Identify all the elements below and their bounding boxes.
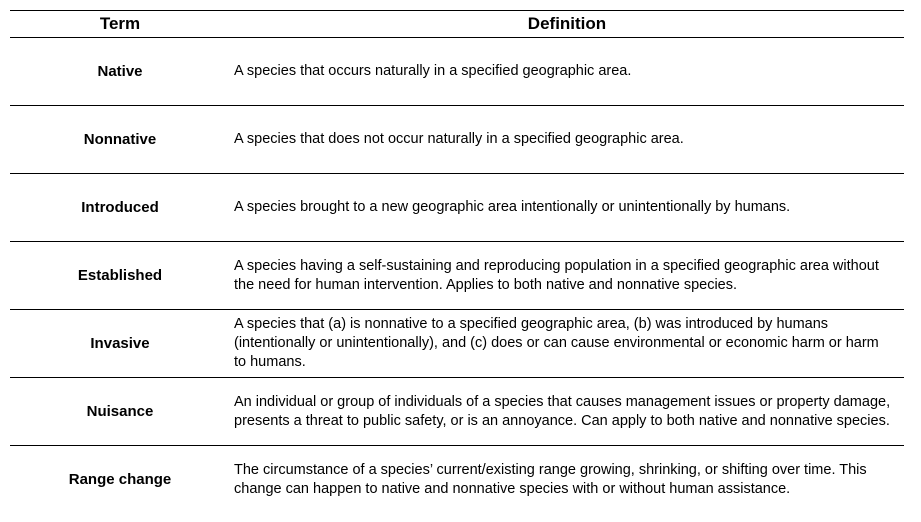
definition-cell: An individual or group of individuals of a species that causes management issues or property damage, presents a threat to public safety, or is an annoyance. Can apply to both native and nonnative species. — [234, 393, 891, 429]
definition-cell: A species that does not occur naturally in a specified geographic area. — [234, 131, 684, 147]
definition-cell: A species that (a) is nonnative to a specified geographic area, (b) was introduced by humans (intentionally or unintentionally), and (c) does or can cause environmental or economic harm or harm to humans. — [234, 316, 879, 370]
definition-column-header: Definition — [230, 11, 904, 38]
definition-cell: A species having a self-sustaining and reproducing population in a specified geographic area without the need for human intervention. Applies to both native and nonnative species. — [234, 257, 879, 293]
term-cell: Established — [77, 267, 163, 284]
definition-cell: The circumstance of a species’ current/existing range growing, shrinking, or shifting over time. This change can happen to native and nonnative species with or without human assistance. — [234, 461, 867, 497]
term-cell: Nuisance — [86, 403, 154, 420]
term-column-header: Term — [10, 11, 230, 38]
term-cell: Nonnative — [83, 131, 157, 148]
term-cell: Range change — [68, 471, 172, 489]
table-row — [10, 106, 904, 174]
table-row — [10, 310, 904, 378]
table-row — [10, 38, 904, 106]
definition-cell: A species that occurs naturally in a specified geographic area. — [234, 63, 632, 79]
table-row — [10, 446, 904, 514]
table-row — [10, 174, 904, 242]
table-row — [10, 378, 904, 446]
term-cell: Native — [97, 63, 143, 80]
header-row — [10, 11, 904, 38]
table-body — [10, 38, 904, 514]
definitions-table-container — [10, 10, 904, 514]
table-row — [10, 242, 904, 310]
term-cell: Introduced — [81, 199, 159, 216]
definition-cell: A species brought to a new geographic area intentionally or unintentionally by humans. — [234, 199, 791, 215]
table-header — [10, 11, 904, 38]
term-cell: Invasive — [90, 335, 150, 352]
definitions-table — [10, 10, 904, 514]
